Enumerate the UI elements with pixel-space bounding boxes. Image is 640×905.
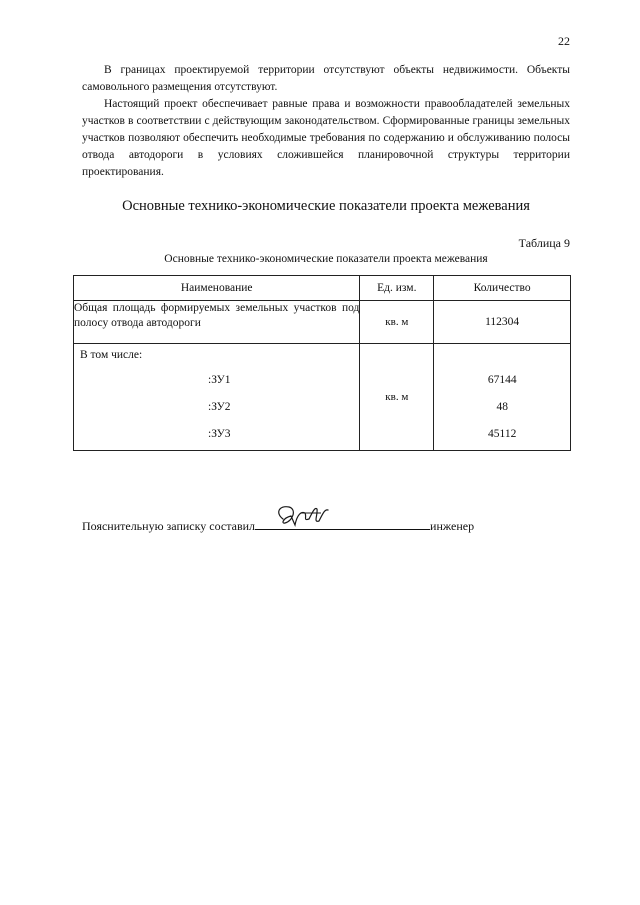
page-number: 22 (558, 34, 570, 48)
table-row-total (74, 301, 571, 344)
table-header-row (74, 276, 571, 301)
section-heading: Основные технико-экономические показатели проекта межевания (122, 198, 530, 214)
header-name: Наименование (74, 276, 360, 301)
header-unit: Ед. изм. (360, 276, 434, 301)
sub-unit-cell: кв. м (360, 344, 434, 451)
signature-line (255, 515, 430, 530)
paragraph-no-real-estate: В границах проектируемой территории отсутствуют объекты недвижимости. Объекты самовольного размещения отсутствуют. (82, 64, 570, 93)
sub-item-name: :ЗУ1 (208, 374, 231, 386)
total-unit-cell: кв. м (360, 301, 434, 344)
including-name-cell (74, 344, 360, 451)
sub-item-quantity: 45112 (488, 428, 517, 440)
sub-item-quantity: 48 (496, 401, 508, 413)
sub-quantity-cell (434, 344, 571, 451)
signature-suffix: инженер (430, 519, 475, 533)
header-quantity: Количество (434, 276, 571, 301)
table-caption: Основные технико-экономические показатели проекта межевания (164, 253, 488, 265)
handwritten-signature (273, 501, 333, 531)
signature-prefix: Пояснительную записку составил (82, 519, 256, 533)
including-label: В том числе: (80, 349, 143, 361)
total-quantity-cell: 112304 (434, 301, 571, 344)
table-row-including (74, 344, 571, 451)
indicators-table (73, 275, 571, 451)
sub-item-name: :ЗУ3 (208, 428, 231, 440)
sub-item-quantity: 67144 (487, 374, 517, 386)
sub-item-name: :ЗУ2 (208, 401, 231, 413)
total-name-cell: Общая площадь формируемых земельных участков под полосу отвода автодороги (74, 301, 360, 344)
signature-row (82, 515, 474, 534)
table-label: Таблица 9 (518, 236, 570, 250)
paragraph-equal-rights: Настоящий проект обеспечивает равные права и возможности правообладателей земельных участков в соответствии с действующим законодательством. Сформированные границы земельных участков позволяют обеспечить необходимые требования по содержанию и обслуживанию полосы отвода автодороги в условиях сложившейся планировочной структуры территории проектирования. (82, 98, 570, 178)
